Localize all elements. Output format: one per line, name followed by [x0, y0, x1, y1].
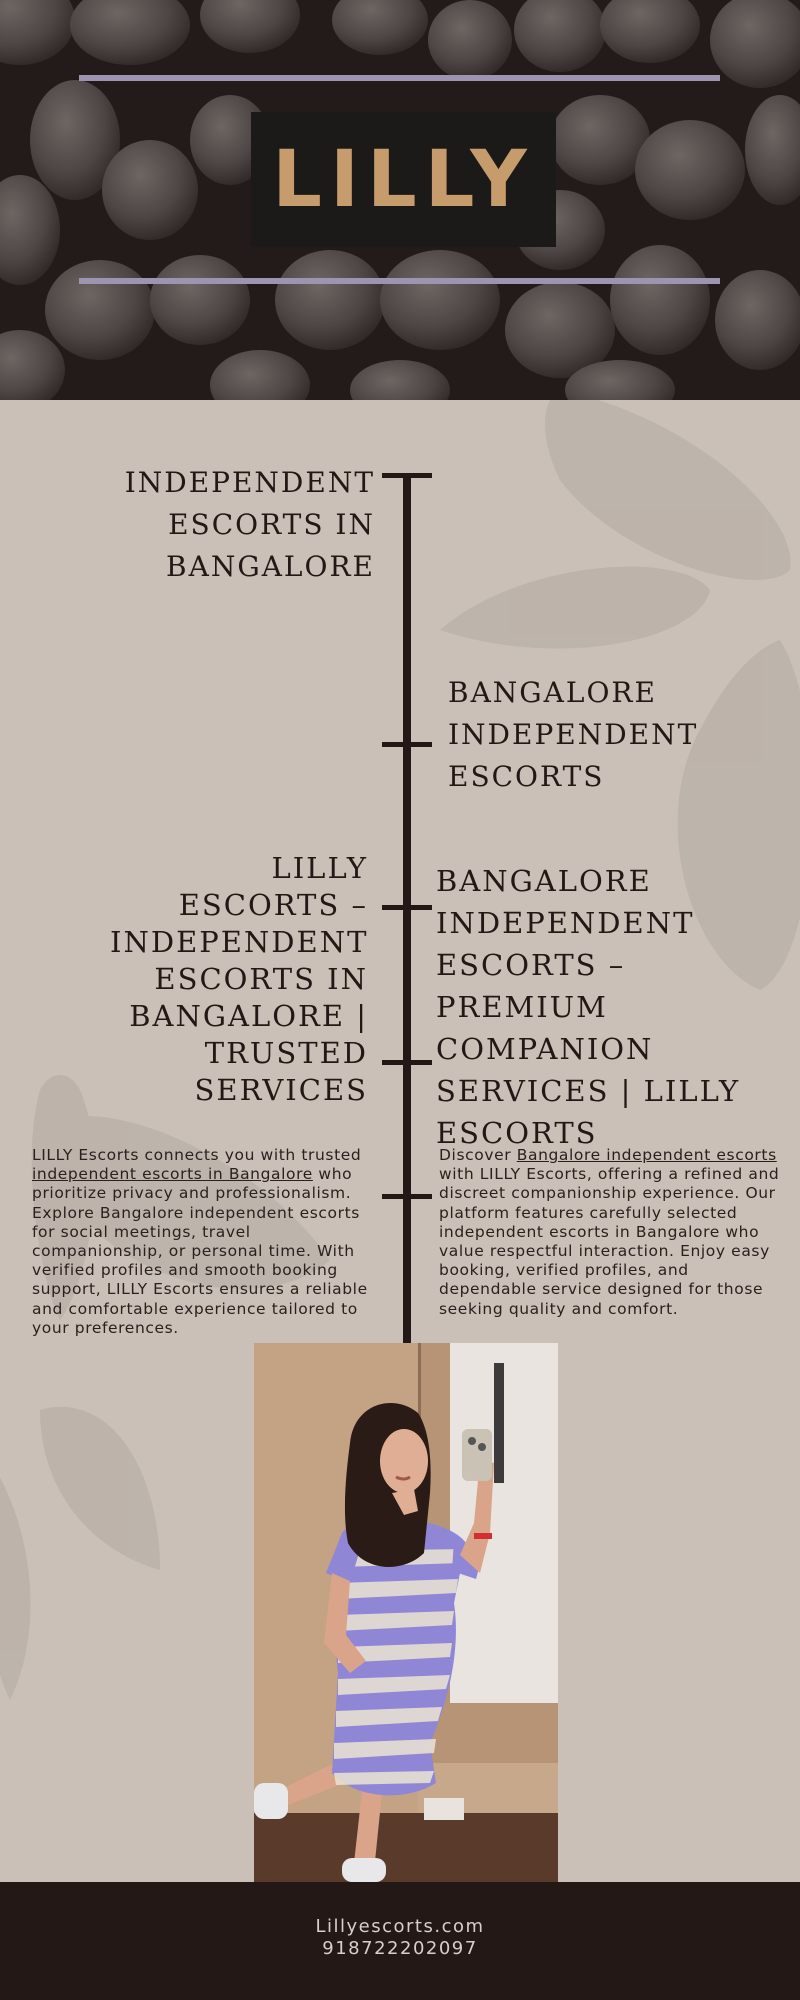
logo[interactable]: [251, 112, 556, 247]
logo-text: LILLY: [272, 134, 535, 225]
heading-premium-companion-services: BANGALORE INDEPENDENT ESCORTS – PREMIUM COMPANION SERVICES | LILLY ESCORTS: [436, 864, 741, 1150]
timeline-tick-4: [382, 1060, 432, 1065]
top-divider-line: [79, 75, 720, 81]
timeline-tick-2: [382, 742, 432, 747]
bottom-divider-line: [79, 278, 720, 284]
right-paragraph: [439, 1146, 791, 1319]
footer-website[interactable]: Lillyescorts.com: [315, 1916, 485, 1937]
left-paragraph-text-end: who prioritize privacy and professionalism. Explore Bangalore independent escorts for social meetings, travel companionship, or personal time. With verified profiles and smooth booking support, LILLY Escorts ensures a reliable and comfortable experience tailored to your preferences.: [32, 1165, 368, 1337]
timeline-tick-3: [382, 905, 432, 910]
heading-lilly-escorts-trusted-services: LILLY ESCORTS – INDEPENDENT ESCORTS IN BANGALORE | TRUSTED SERVICES: [110, 851, 369, 1107]
left-paragraph: [32, 1146, 372, 1338]
footer-phone[interactable]: 918722202097: [322, 1938, 478, 1959]
timeline-tick-5: [382, 1194, 432, 1199]
independent-escorts-link[interactable]: independent escorts in Bangalore: [32, 1165, 313, 1184]
bangalore-independent-escorts-link[interactable]: Bangalore independent escorts: [516, 1146, 777, 1164]
right-paragraph-text-end: with LILLY Escorts, offering a refined and discreet companionship experience. Our platform features carefully selected independent escorts in Bangalore who value respectful interaction. Enjoy easy booking, verified profiles, and dependable service designed for those seeking quality and comfort.: [439, 1165, 780, 1318]
heading-bangalore-independent-escorts: BANGALORE INDEPENDENT ESCORTS: [448, 676, 699, 793]
hero-banner: [0, 0, 800, 400]
footer: [0, 1882, 800, 2000]
right-paragraph-text-start: Discover: [439, 1146, 517, 1164]
timeline-section: [0, 400, 800, 1882]
heading-independent-escorts-in-bangalore: INDEPENDENT ESCORTS IN BANGALORE: [124, 466, 375, 583]
left-paragraph-text-start: LILLY Escorts connects you with trusted: [32, 1146, 362, 1164]
timeline-tick-1: [382, 473, 432, 478]
companion-photo: [254, 1343, 558, 1882]
